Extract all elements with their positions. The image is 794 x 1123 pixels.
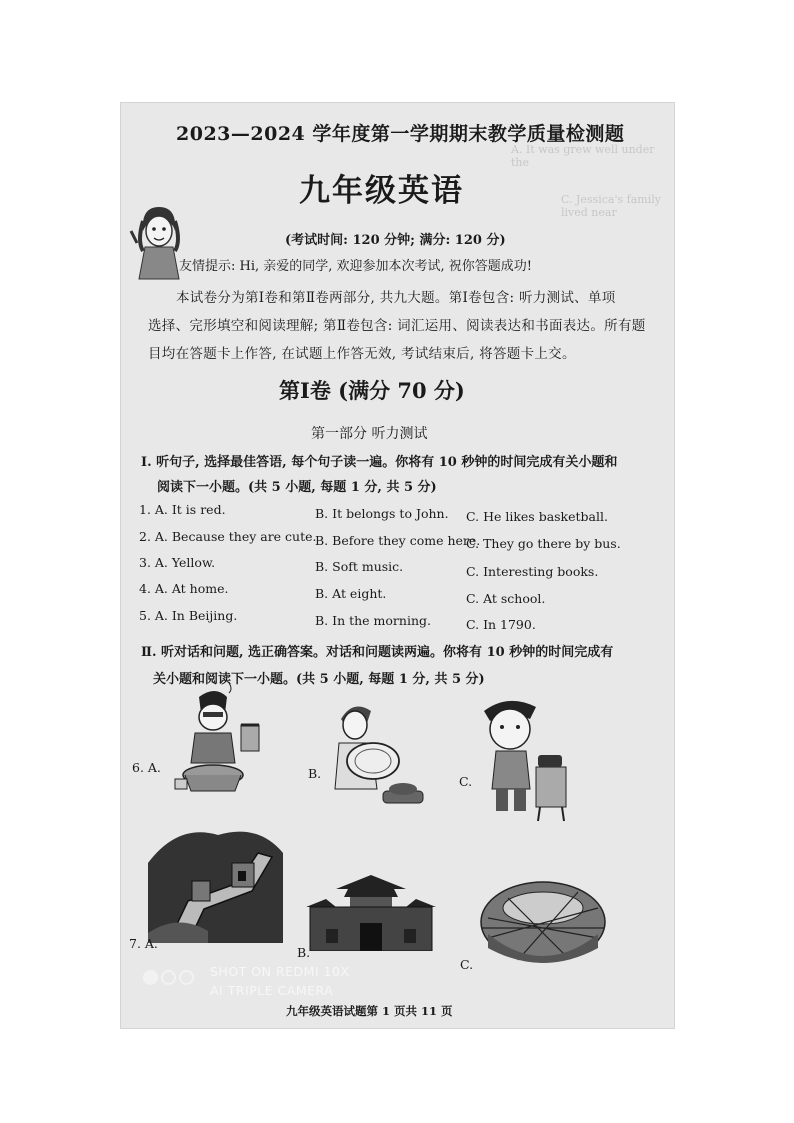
q6-label-b: B.: [308, 766, 322, 781]
option-b: B. At eight.: [315, 586, 387, 601]
option-a: 1. A. It is red.: [139, 502, 226, 517]
exam-title: 2023—2024 学年度第一学期期末教学质量检测题: [176, 123, 625, 145]
boy-washing-dishes-image: [325, 699, 425, 809]
option-b: B. In the morning.: [315, 613, 431, 628]
option-a: 3. A. Yellow.: [139, 555, 216, 570]
watermark-line: AI TRIPLE CAMERA: [210, 983, 334, 998]
q7-label-c: C.: [460, 957, 474, 972]
option-a: 4. A. At home.: [139, 581, 229, 596]
intro-line: 目均在答题卡上作答, 在试题上作答无效, 考试结束后, 将答题卡上交。: [148, 346, 576, 362]
option-b: B. It belongs to John.: [315, 506, 449, 521]
q1-instruction: Ⅰ. 听句子, 选择最佳答语, 每个句子读一遍。你将有 10 秒钟的时间完成有关小题和: [141, 455, 618, 470]
option-c: C. Interesting books.: [466, 564, 599, 579]
option-c: C. He likes basketball.: [466, 509, 608, 524]
q2-instruction: Ⅱ. 听对话和问题, 选正确答案。对话和问题读两遍。你将有 10 秒钟的时间完成有: [141, 645, 614, 660]
exam-subject: 九年级英语: [299, 173, 464, 209]
option-c: C. In 1790.: [466, 617, 536, 632]
q6-label-a: 6. A.: [132, 760, 161, 775]
option-a: 5. A. In Beijing.: [139, 608, 238, 623]
boy-on-phone-image: [474, 693, 569, 823]
bleed-through-text: A. It was grew well under the: [511, 143, 655, 169]
section-heading: 第一部分 听力测试: [311, 426, 428, 442]
q7-label-b: B.: [297, 945, 311, 960]
bleed-through-text: C. Jessica's family lived near: [561, 193, 661, 219]
q6-label-c: C.: [459, 774, 473, 789]
intro-line: 本试卷分为第Ⅰ卷和第Ⅱ卷两部分, 共九大题。第Ⅰ卷包含: 听力测试、单项: [176, 290, 616, 306]
option-a: 2. A. Because they are cute.: [139, 529, 317, 544]
page-footer: 九年级英语试题第 1 页共 11 页: [286, 1004, 453, 1018]
intro-line: 选择、完形填空和阅读理解; 第Ⅱ卷包含: 词汇运用、阅读表达和书面表达。所有题: [148, 318, 646, 334]
option-b: B. Soft music.: [315, 559, 404, 574]
q1-instruction: 阅读下一小题。(共 5 小题, 每题 1 分, 共 5 分): [157, 480, 437, 495]
man-washing-clothes-image: [169, 683, 261, 795]
q7-label-a: 7. A.: [129, 936, 158, 951]
option-c: C. They go there by bus.: [466, 536, 621, 551]
friendly-tip: 友情提示: Hi, 亲爱的同学, 欢迎参加本次考试, 祝你答题成功!: [179, 259, 533, 274]
q2-instruction: 关小题和阅读下一小题。(共 5 小题, 每题 1 分, 共 5 分): [153, 672, 485, 687]
exam-paper: [120, 102, 675, 1029]
option-b: B. Before they come here.: [315, 533, 481, 548]
part-heading: 第Ⅰ卷 (满分 70 分): [279, 378, 465, 403]
watermark-line: SHOT ON REDMI 10X: [210, 964, 350, 979]
camera-watermark-dots-icon: [143, 970, 194, 985]
option-c: C. At school.: [466, 591, 546, 606]
camera-watermark: [210, 962, 350, 1000]
forbidden-city-image: [306, 871, 436, 951]
great-wall-image: [148, 823, 283, 943]
exam-time-score: (考试时间: 120 分钟; 满分: 120 分): [285, 233, 506, 248]
birds-nest-stadium-image: [478, 878, 608, 973]
